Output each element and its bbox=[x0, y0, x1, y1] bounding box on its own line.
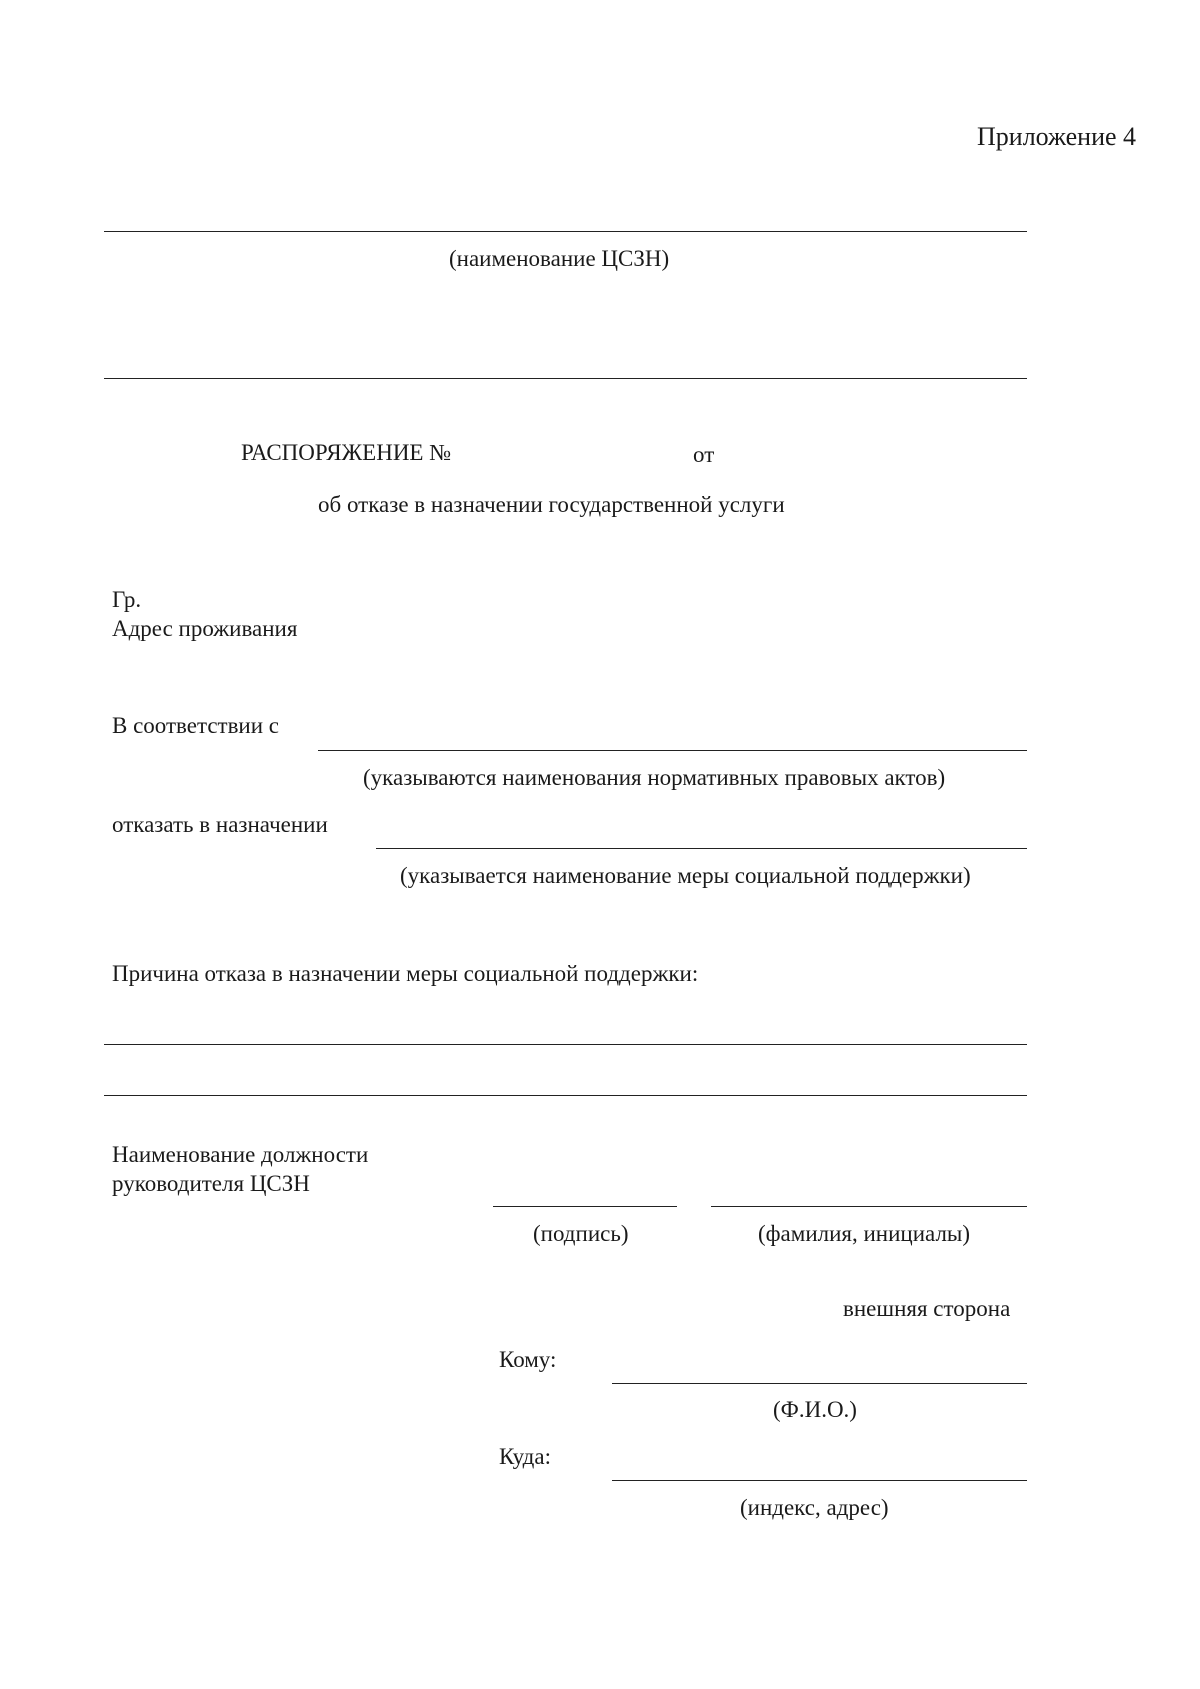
envelope-where-caption: (индекс, адрес) bbox=[740, 1495, 889, 1520]
refusal-label: отказать в назначении bbox=[112, 812, 328, 837]
organization-line bbox=[104, 231, 1027, 232]
envelope-where-label: Куда: bbox=[499, 1444, 551, 1469]
signatory-position-line2: руководителя ЦСЗН bbox=[112, 1171, 310, 1196]
organization-line-2 bbox=[104, 378, 1027, 379]
refusal-caption: (указывается наименование меры социальной поддержки) bbox=[400, 863, 971, 888]
appendix-label: Приложение 4 bbox=[977, 122, 1137, 151]
reason-line-1 bbox=[104, 1044, 1027, 1045]
name-line bbox=[711, 1206, 1027, 1207]
order-title: РАСПОРЯЖЕНИЕ № bbox=[241, 440, 452, 465]
citizen-address-label: Адрес проживания bbox=[112, 616, 298, 641]
refusal-line bbox=[376, 848, 1027, 849]
basis-caption: (указываются наименования нормативных правовых актов) bbox=[363, 765, 946, 790]
signatory-position-line1: Наименование должности bbox=[112, 1142, 369, 1167]
basis-label: В соответствии с bbox=[112, 713, 280, 738]
reason-label: Причина отказа в назначении меры социальной поддержки: bbox=[112, 961, 699, 986]
signature-line bbox=[493, 1206, 677, 1207]
envelope-to-caption: (Ф.И.О.) bbox=[773, 1397, 857, 1422]
order-subtitle: об отказе в назначении государственной услуги bbox=[318, 492, 785, 517]
organization-caption: (наименование ЦСЗН) bbox=[449, 246, 670, 271]
envelope-where-line bbox=[612, 1480, 1027, 1481]
signature-caption: (подпись) bbox=[533, 1221, 629, 1246]
reason-line-2 bbox=[104, 1095, 1027, 1096]
order-date-prefix: от bbox=[693, 442, 715, 467]
citizen-name-label: Гр. bbox=[112, 587, 142, 612]
envelope-side-label: внешняя сторона bbox=[843, 1296, 1011, 1321]
name-caption: (фамилия, инициалы) bbox=[758, 1221, 971, 1246]
basis-line bbox=[318, 750, 1027, 751]
envelope-to-line bbox=[612, 1383, 1027, 1384]
envelope-to-label: Кому: bbox=[499, 1347, 557, 1372]
